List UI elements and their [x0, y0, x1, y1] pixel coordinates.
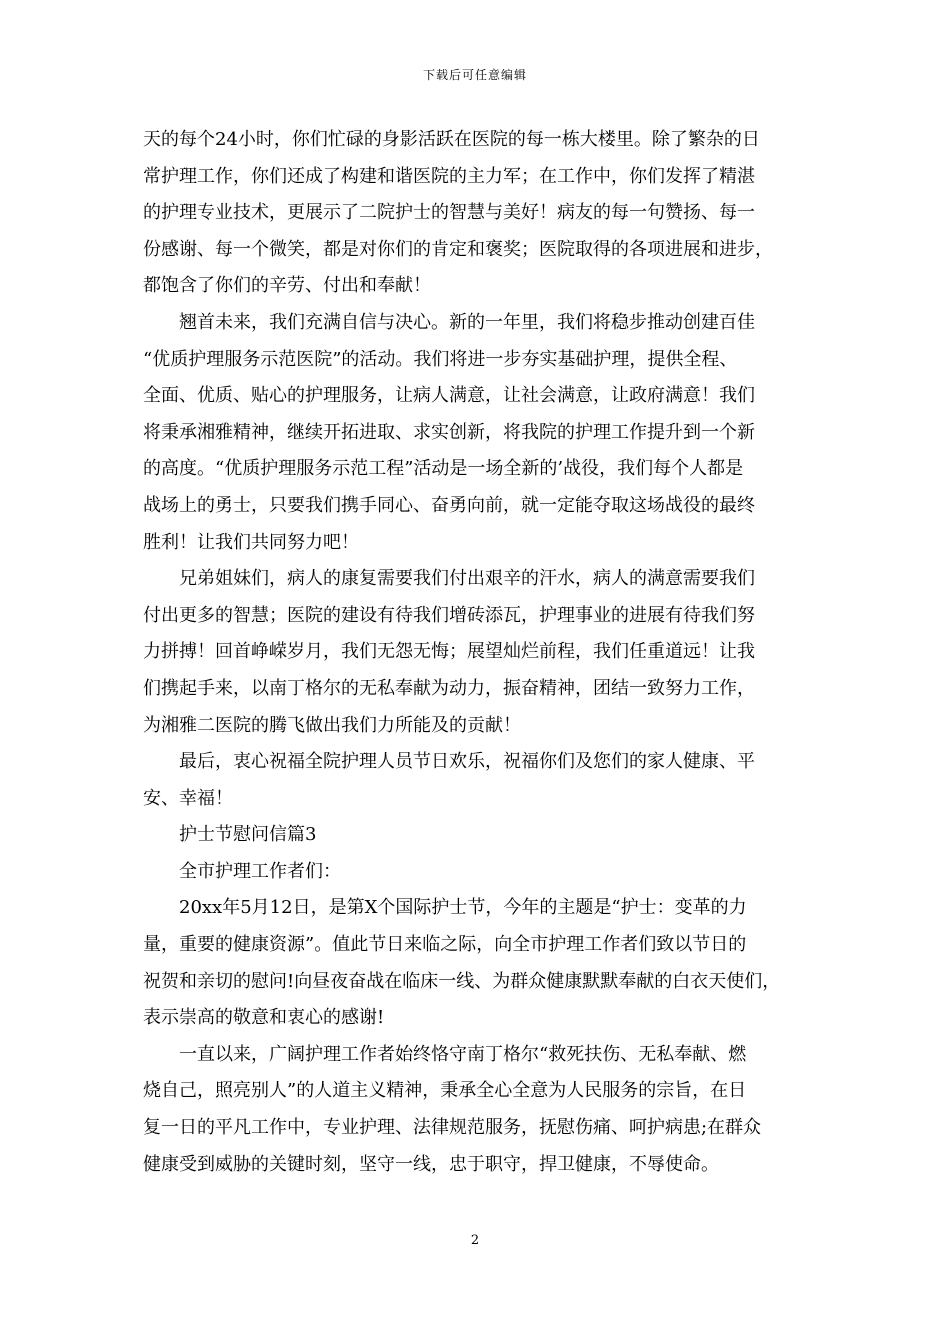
text-line: 们携起手来，以南丁格尔的无私奉献为动力，振奋精神，团结一致努力工作， [143, 677, 755, 699]
text-line: 的高度。“优质护理服务示范工程”活动是一场全新的’战役，我们每个人都是 [143, 458, 744, 480]
text-line: 兄弟姐妹们，病人的康复需要我们付出艰辛的汗水，病人的满意需要我们 [143, 568, 755, 590]
text-line: 将秉承湘雅精神，继续开拓进取、求实创新，将我院的护理工作提升到一个新 [143, 421, 755, 443]
text-line: “优质护理服务示范医院”的活动。我们将进一步夯实基础护理，提供全程、 [143, 348, 738, 370]
page-header-note: 下载后可任意编辑 [422, 68, 527, 82]
text-line: 天的每个24小时，你们忙碌的身影活跃在医院的每一栋大楼里。除了繁杂的日 [143, 129, 760, 150]
salutation: 全市护理工作者们： [143, 860, 341, 882]
text-line: 战场上的勇士，只要我们携手同心、奋勇向前，就一定能夺取这场战役的最终 [143, 494, 755, 516]
text-line: 祝贺和亲切的慰问!向昼夜奋战在临床一线、为群众健康默默奉献的白衣天使们， [143, 970, 781, 992]
text-line: 份感谢、每一个微笑，都是对你们的肯定和褒奖；医院取得的各项进展和进步， [143, 238, 773, 260]
text-line: 量，重要的健康资源”。值此节日来临之际，向全市护理工作者们致以节日的 [143, 934, 747, 956]
section-heading: 护士节慰问信篇3 [143, 824, 317, 846]
text-line: 健康受到威胁的关键时刻，坚守一线，忠于职守，捍卫健康，不辱使命。 [143, 1153, 719, 1175]
text-line: 为湘雅二医院的腾飞做出我们力所能及的贡献！ [143, 714, 521, 736]
text-line: 都饱含了你们的辛劳、付出和奉献！ [143, 275, 431, 297]
text-line: 全面、优质、贴心的护理服务，让病人满意，让社会满意，让政府满意！我们 [143, 385, 755, 407]
text-line: 20xx年5月12日，是第X个国际护士节，今年的主题是“护士：变革的力 [143, 897, 747, 919]
document-body [143, 122, 813, 1183]
text-line: 烧自己，照亮别人”的人道主义精神，秉承全心全意为人民服务的宗旨，在日 [143, 1080, 747, 1102]
text-line: 一直以来，广阔护理工作者始终恪守南丁格尔“救死扶伤、无私奉献、燃 [143, 1043, 747, 1065]
text-line: 胜利！让我们共同努力吧！ [143, 531, 359, 553]
text-line: 复一日的平凡工作中，专业护理、法律规范服务，抚慰伤痛、呵护病患;在群众 [143, 1117, 762, 1139]
page-number: 2 [470, 1233, 480, 1248]
text-line: 的护理专业技术，更展示了二院护士的智慧与美好！病友的每一句赞扬、每一 [143, 202, 755, 224]
text-line: 付出更多的智慧；医院的建设有待我们增砖添瓦，护理事业的进展有待我们努 [143, 604, 755, 626]
text-line: 最后，衷心祝福全院护理人员节日欢乐，祝福你们及您们的家人健康、平 [143, 751, 755, 773]
text-line: 力拼搏！回首峥嵘岁月，我们无怨无悔；展望灿烂前程，我们任重道远！让我 [143, 641, 755, 663]
text-line: 翘首未来，我们充满自信与决心。新的一年里，我们将稳步推动创建百佳 [143, 311, 755, 333]
text-line: 安、幸福！ [143, 787, 233, 809]
text-line: 常护理工作，你们还成了构建和谐医院的主力军；在工作中，你们发挥了精湛 [143, 165, 755, 187]
text-line: 表示崇高的敬意和衷心的感谢! [143, 1007, 385, 1029]
